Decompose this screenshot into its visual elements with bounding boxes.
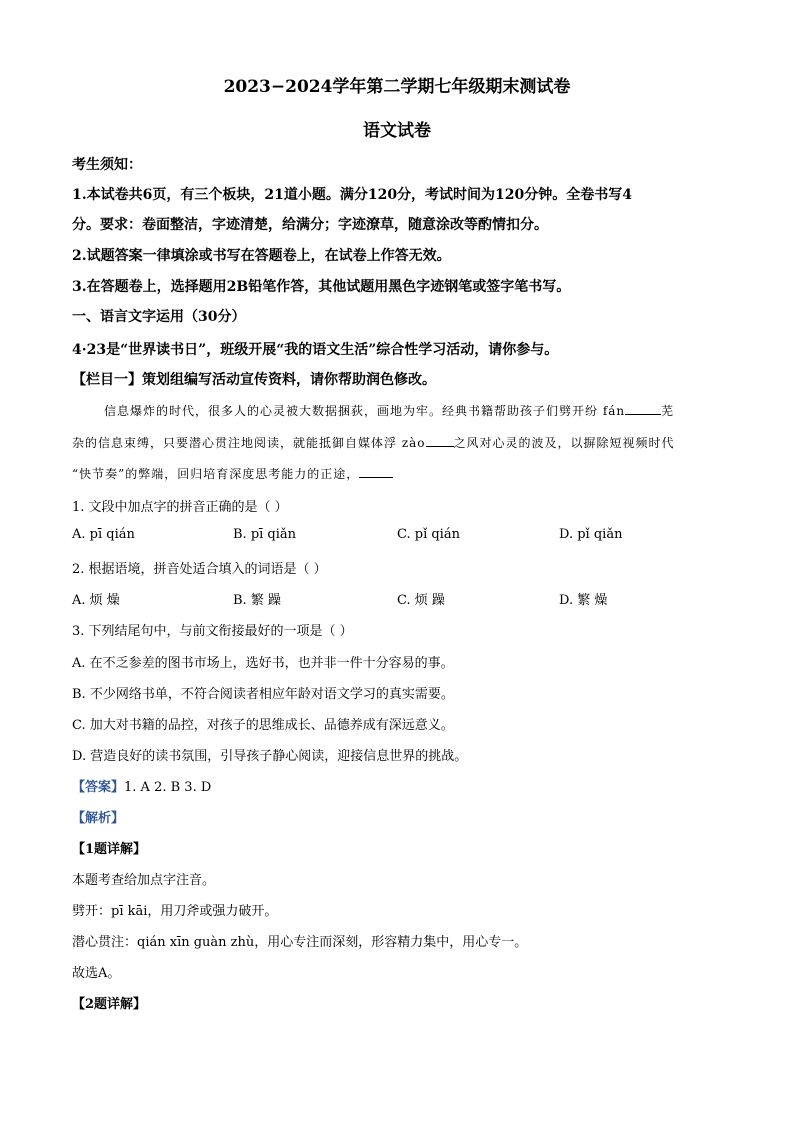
- column-one-heading: 【栏目一】策划组编写活动宣传资料，请你帮助润色修改。: [72, 372, 436, 388]
- answer-text: 1. A 2. B 3. D: [124, 780, 212, 795]
- question-1-stem: 1. 文段中加点字的拼音正确的是（ ）: [72, 500, 288, 515]
- detail-1-line: 本题考查给加点字注音。: [72, 873, 216, 888]
- question-3-option-b: B. 不少网络书单，不符合阅读者相应年龄对语文学习的真实需要。: [72, 687, 454, 702]
- detail-2-label: 【2题详解】: [72, 997, 147, 1012]
- question-2-option-d: D. 繁 燥: [559, 593, 608, 608]
- passage-text: “快节奏”的弊端，回归培育深度思考能力的正途，: [72, 467, 360, 481]
- passage-text: 信息爆炸的时代，很多人的心灵被大数据捆荻，画地为牢。经典书籍帮助孩子们劈开纷 fán: [104, 404, 626, 418]
- detail-1-line: 潜心贯注：qián xīn guàn zhù，用心专注而深刻，形容精力集中，用心专一。: [72, 935, 528, 950]
- question-1-option-d: D. pǐ qiǎn: [559, 527, 623, 542]
- answer-blank: [426, 434, 454, 447]
- question-2-option-c: C. 烦 躁: [397, 593, 445, 608]
- passage-text: 杂的信息束缚，只要潜心贯注地阅读，就能抵御自媒体浮 zào: [72, 436, 426, 450]
- detail-1-line: 劈开：pī kāi，用刀斧或强力破开。: [72, 904, 278, 919]
- question-3-option-a: A. 在不乏参差的图书市场上，选好书，也并非一件十分容易的事。: [72, 656, 454, 671]
- notice-line: 分。要求：卷面整洁，字迹清楚，给满分；字迹潦草，随意涂改等酌情扣分。: [72, 217, 548, 233]
- exam-title: 2023−2024学年第二学期七年级期末测试卷: [223, 77, 571, 97]
- notice-line: 2.试题答案一律填涂或书写在答题卷上，在试卷上作答无效。: [72, 248, 451, 264]
- detail-1-label: 【1题详解】: [72, 842, 147, 857]
- question-3-option-d: D. 营造良好的读书氛围，引导孩子静心阅读，迎接信息世界的挑战。: [72, 749, 468, 764]
- detail-1-line: 故选A。: [72, 966, 121, 981]
- answer-label: 【答案】: [72, 780, 125, 795]
- question-1-option-a: A. pī qián: [72, 527, 135, 542]
- answer-blank: [625, 402, 661, 415]
- passage-text: 芜: [661, 404, 675, 418]
- answer-line: [72, 776, 211, 795]
- section-heading: 一、语言文字运用（30分）: [72, 309, 246, 325]
- analysis-label: 【解析】: [72, 811, 125, 826]
- question-3-option-c: C. 加大对书籍的品控，对孩子的思维成长、品德养成有深远意义。: [72, 718, 454, 733]
- question-2-option-b: B. 繁 躁: [233, 593, 281, 608]
- question-1-option-c: C. pǐ qián: [397, 527, 460, 542]
- exam-subtitle: 语文试卷: [363, 121, 431, 141]
- question-2-stem: 2. 根据语境，拼音处适合填入的词语是（ ）: [72, 562, 327, 577]
- question-3-stem: 3. 下列结尾句中，与前文衔接最好的一项是（ ）: [72, 624, 353, 639]
- notice-line: 1.本试卷共6页，有三个板块，21道小题。满分120分，考试时间为120分钟。全卷书写4: [72, 187, 633, 203]
- passage-text: 之风对心灵的波及，以摒除短视频时代: [453, 436, 675, 450]
- passage-line-1: [104, 402, 674, 419]
- question-1-option-b: B. pī qiǎn: [233, 527, 297, 542]
- activity-intro: 4·23是“世界读书日”，班级开展“我的语文生活”综合性学习活动，请你参与。: [72, 342, 559, 358]
- notice-line: 3.在答题卷上，选择题用2B铅笔作答，其他试题用黑色字迹钢笔或签字笔书写。: [72, 279, 571, 295]
- passage-line-3: [72, 465, 393, 482]
- passage-line-2: [72, 434, 675, 451]
- notice-heading: 考生须知：: [72, 157, 142, 173]
- answer-blank: [359, 465, 393, 478]
- question-2-option-a: A. 烦 燥: [72, 593, 120, 608]
